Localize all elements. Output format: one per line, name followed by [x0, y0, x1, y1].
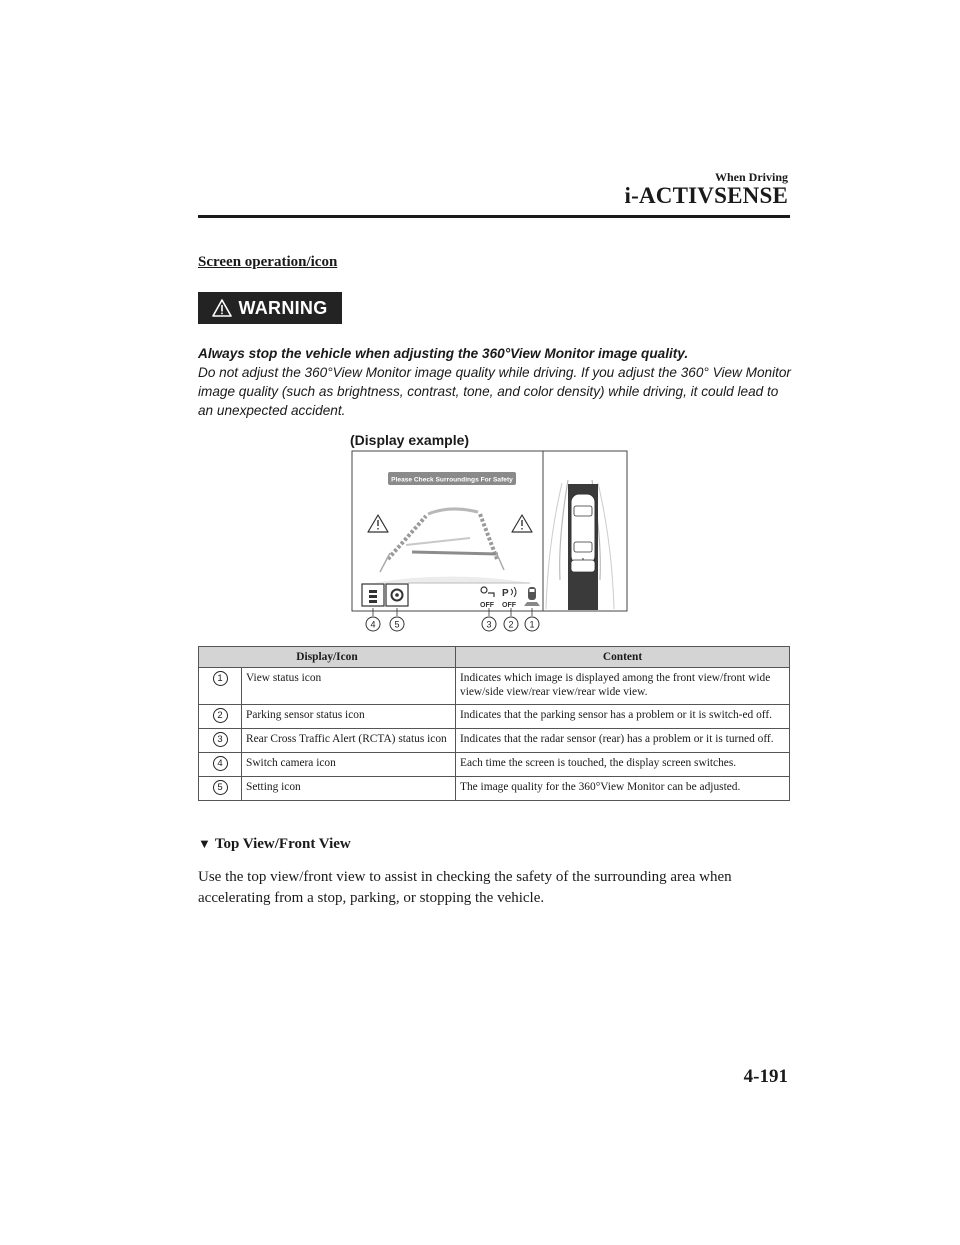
row-content: Indicates that the radar sensor (rear) has a problem or it is turned off. [456, 729, 790, 753]
header-rule [198, 215, 790, 218]
display-example-figure [340, 432, 640, 637]
figure-caption: (Display example) [350, 432, 470, 448]
section-heading [198, 836, 351, 853]
row-content: Each time the screen is touched, the display screen switches. [456, 753, 790, 777]
icon-table [198, 646, 790, 801]
row-number [199, 777, 242, 801]
svg-text:5: 5 [394, 619, 400, 630]
svg-text:2: 2 [508, 619, 514, 630]
row-number [199, 705, 242, 729]
row-number [199, 753, 242, 777]
warning-text [198, 344, 792, 420]
callout-2 [504, 617, 518, 631]
table-header-content: Content [456, 647, 790, 668]
warning-label: WARNING [238, 297, 328, 318]
subheading: Screen operation/icon [198, 254, 338, 270]
row-content: The image quality for the 360°View Monitor can be adjusted. [456, 777, 790, 801]
warning-bold-text: Always stop the vehicle when adjusting the 360°View Monitor image quality. [198, 346, 689, 361]
row-number [199, 668, 242, 705]
svg-text:1: 1 [529, 619, 535, 630]
row-content: Indicates that the parking sensor has a problem or it is switch-ed off. [456, 705, 790, 729]
svg-text:3: 3 [486, 619, 492, 630]
svg-text:4: 4 [370, 619, 376, 630]
table-row [199, 729, 790, 753]
chapter-title: When Driving [714, 170, 788, 184]
row-number-badge: 2 [213, 708, 228, 723]
row-icon-name: Setting icon [242, 777, 456, 801]
row-icon-name: Switch camera icon [242, 753, 456, 777]
parking-sensor-off-label: OFF [502, 602, 516, 609]
table-row [199, 705, 790, 729]
callout-1 [525, 617, 539, 631]
page-number: 4-191 [743, 1066, 788, 1087]
row-number-badge: 1 [213, 671, 228, 686]
row-number [199, 729, 242, 753]
row-icon-name: View status icon [242, 668, 456, 705]
row-number-badge: 3 [213, 732, 228, 747]
parking-sensor-glyph: P [502, 588, 509, 599]
warning-banner [198, 292, 342, 324]
row-number-badge: 5 [213, 780, 228, 795]
section-marker-icon: ▼ [198, 836, 211, 851]
row-icon-name: Rear Cross Traffic Alert (RCTA) status icon [242, 729, 456, 753]
table-row [199, 777, 790, 801]
table-row [199, 753, 790, 777]
section-body: Use the top view/front view to assist in checking the safety of the surrounding area when accelerating from a stop, parking, or stopping the vehicle. [198, 869, 732, 906]
row-icon-name: Parking sensor status icon [242, 705, 456, 729]
section-heading-text: Top View/Front View [214, 836, 351, 852]
warning-body-text: Do not adjust the 360°View Monitor image quality while driving. If you adjust the 360° View Monitor image quality (such as brightness, contrast, tone, and color density) while driving, it could lead to an unexpected accident. [198, 365, 791, 418]
warning-icon [212, 299, 232, 317]
row-content: Indicates which image is displayed among the front view/front wide view/side view/rear view/rear wide view. [456, 668, 790, 705]
table-row [199, 668, 790, 705]
section-title: i-ACTIVSENSE [624, 183, 788, 208]
table-header-row [199, 647, 790, 668]
safety-banner-text: Please Check Surroundings For Safety [391, 476, 513, 484]
row-number-badge: 4 [213, 756, 228, 771]
monitor-screen-illustration [340, 450, 640, 640]
rcta-off-label: OFF [480, 602, 494, 609]
callout-4 [366, 617, 380, 631]
table-header-icon: Display/Icon [199, 647, 456, 668]
callout-5 [390, 617, 404, 631]
callout-3 [482, 617, 496, 631]
